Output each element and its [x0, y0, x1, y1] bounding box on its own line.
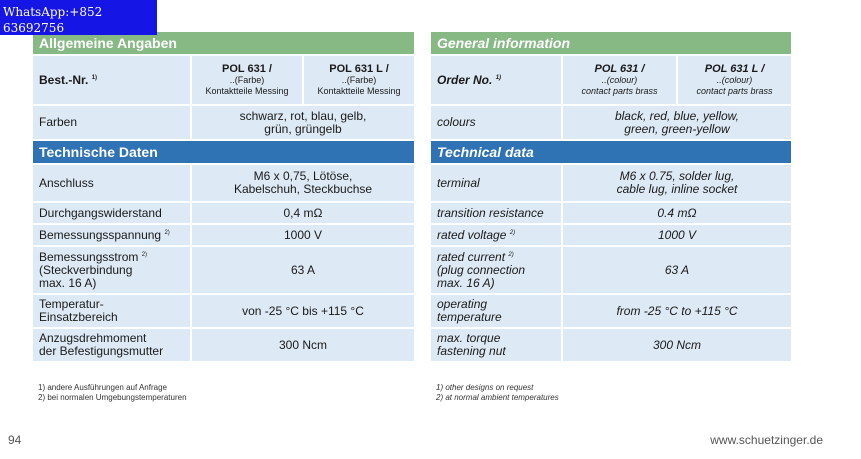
row-label [33, 295, 190, 327]
label-line: Anzugsdrehmoment [39, 331, 147, 345]
section-header-general [431, 32, 791, 54]
section-title: Technische Daten [33, 141, 414, 163]
section-header-general [33, 32, 414, 54]
order-number-row [431, 56, 791, 104]
spec-row-resistance [431, 203, 791, 223]
footnote-marker: 2) [141, 251, 148, 258]
spec-row-torque [431, 329, 791, 361]
column-title: POL 631 L / [329, 63, 389, 75]
label-line: (plug connection [437, 262, 526, 277]
value-line: M6 x 0,75, Lötöse, [253, 169, 353, 183]
label-line: Bemessungsstrom [39, 249, 139, 264]
footnote: 1) andere Ausführungen auf Anfrage [38, 383, 167, 392]
section-title: Allgemeine Angaben [33, 32, 414, 54]
order-label-text: Order No. [437, 72, 493, 87]
spec-row-torque [33, 329, 414, 361]
spec-row-resistance [33, 203, 414, 223]
label-line: (Steckverbindung [39, 262, 133, 277]
footnote-marker: 2) [508, 251, 514, 258]
spec-row-terminal [33, 165, 414, 201]
value-line: green, green-yellow [624, 121, 730, 136]
spec-row-current [431, 247, 791, 293]
column-header-pol-631 [563, 56, 676, 104]
section-header-tech [33, 141, 414, 163]
column-title: POL 631 L / [704, 63, 765, 75]
page-number: 94 [8, 433, 22, 447]
row-value: 300 Ncm [563, 329, 791, 361]
column-subtitle: ..(Farbe) [229, 75, 265, 85]
label-line: Bemessungsspannung [39, 227, 162, 242]
row-label: transition resistance [431, 203, 561, 223]
spec-row-current [33, 247, 414, 293]
label-line: rated current [437, 249, 506, 264]
value-line: black, red, blue, yellow, [614, 108, 740, 123]
column-material: Kontaktteile Messing [205, 86, 289, 96]
section-title: General information [431, 32, 791, 54]
column-material: contact parts brass [696, 86, 773, 96]
row-value: from -25 °C to +115 °C [563, 295, 791, 327]
value-line: cable lug, inline socket [616, 182, 738, 196]
row-value: 63 A [192, 247, 414, 293]
row-label [431, 225, 561, 245]
label-line: max. 16 A) [39, 275, 97, 290]
row-label: terminal [431, 165, 561, 201]
footnote-marker: 1) [91, 74, 98, 81]
footnote: 1) other designs on request [436, 383, 534, 392]
section-header-tech [431, 141, 791, 163]
row-value: 0,4 mΩ [192, 203, 414, 223]
spec-row-voltage [431, 225, 791, 245]
footnote-marker: 1) [495, 74, 502, 81]
spec-table-german [31, 30, 416, 363]
footnote: 2) bei normalen Umgebungstemperaturen [38, 393, 187, 402]
row-value: 0.4 mΩ [563, 203, 791, 223]
value-line: grün, grüngelb [264, 121, 342, 136]
column-subtitle: ..(Farbe) [341, 75, 377, 85]
footnotes-english [436, 383, 559, 403]
column-material: Kontaktteile Messing [317, 86, 401, 96]
colours-row [431, 106, 791, 139]
label-line: Einsatzbereich [39, 310, 118, 324]
row-label [431, 329, 561, 361]
row-value: 1000 V [563, 225, 791, 245]
column-title: POL 631 / [594, 63, 645, 75]
row-label [33, 329, 190, 361]
footnote-marker: 2) [164, 229, 170, 236]
row-label: Farben [33, 106, 190, 139]
row-label: colours [431, 106, 561, 139]
spec-row-terminal [431, 165, 791, 201]
spec-row-temperature [431, 295, 791, 327]
spec-row-temperature [33, 295, 414, 327]
spec-table-english [429, 30, 793, 363]
footnote-marker: 2) [509, 229, 516, 236]
row-label: Anschluss [33, 165, 190, 201]
label-line: max. 16 A) [437, 275, 495, 290]
row-value [192, 165, 414, 201]
label-line: temperature [437, 310, 502, 324]
column-header-pol-631 [192, 56, 302, 104]
label-line: fastening nut [437, 344, 506, 358]
column-title: POL 631 / [222, 63, 272, 75]
label-line: Temperatur- [39, 297, 104, 311]
label-line: max. torque [437, 331, 501, 345]
column-header-pol-631-l [304, 56, 414, 104]
label-line: rated voltage [437, 227, 507, 242]
footnotes-german [38, 383, 187, 403]
row-label [431, 247, 561, 293]
order-number-row [33, 56, 414, 104]
footnote: 2) at normal ambient temperatures [436, 393, 559, 402]
value-line: Kabelschuh, Steckbuchse [233, 182, 373, 196]
row-value: 300 Ncm [192, 329, 414, 361]
row-value [192, 106, 414, 139]
row-value: 63 A [563, 247, 791, 293]
website-url: www.schuetzinger.de [710, 433, 823, 447]
row-value [563, 165, 791, 201]
section-title: Technical data [431, 141, 791, 163]
row-label [33, 247, 190, 293]
row-value [563, 106, 791, 139]
column-subtitle: ..(colour) [716, 75, 753, 85]
order-label [33, 56, 190, 104]
value-line: M6 x 0.75, solder lug, [619, 169, 735, 183]
column-material: contact parts brass [581, 86, 658, 96]
column-header-pol-631-l [678, 56, 791, 104]
order-label [431, 56, 561, 104]
row-label: Durchgangswiderstand [33, 203, 190, 223]
column-subtitle: ..(colour) [601, 75, 638, 85]
label-line: der Befestigungsmutter [39, 344, 164, 358]
value-line: schwarz, rot, blau, gelb, [239, 108, 367, 123]
row-label [33, 225, 190, 245]
colours-row [33, 106, 414, 139]
watermark: WhatsApp:+852 63692756 [0, 0, 157, 35]
row-value: 1000 V [192, 225, 414, 245]
label-line: operating [437, 297, 488, 311]
order-label-text: Best.-Nr. [39, 72, 89, 87]
row-value: von -25 °C bis +115 °C [192, 295, 414, 327]
spec-row-voltage [33, 225, 414, 245]
row-label [431, 295, 561, 327]
